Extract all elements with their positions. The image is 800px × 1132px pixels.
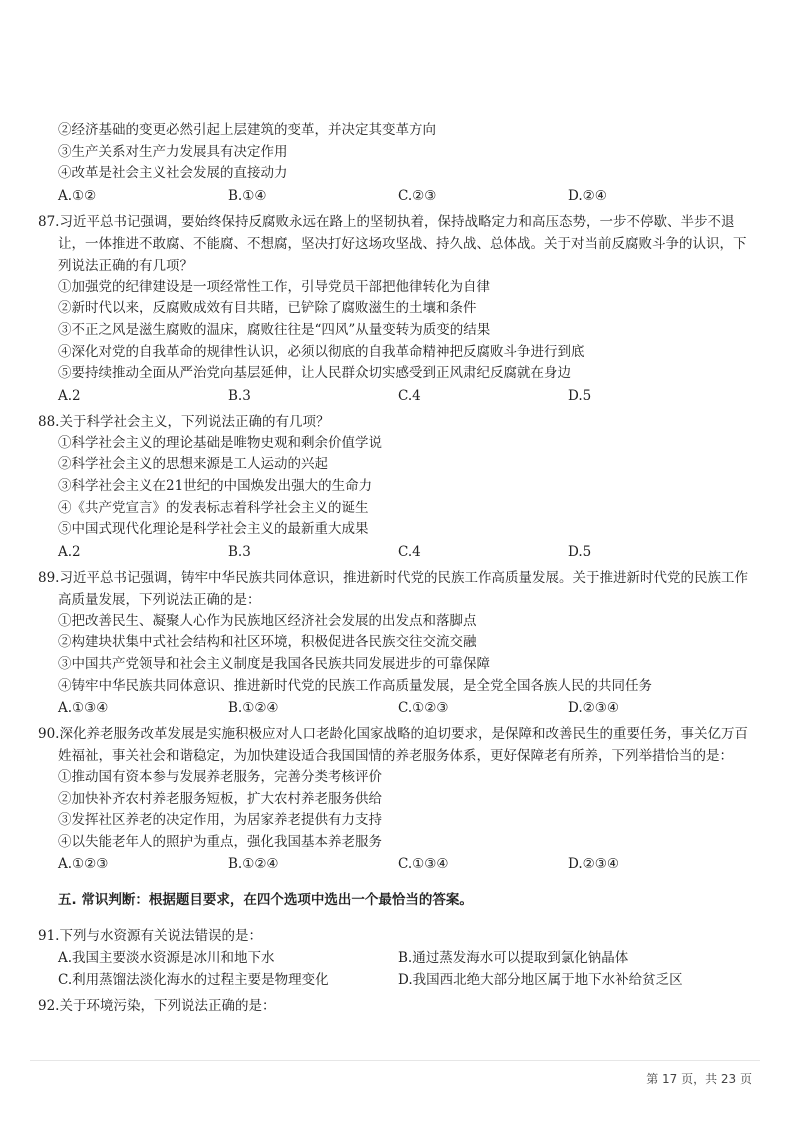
choice-d: D.②③④	[568, 856, 619, 873]
choice-a: A.①③④	[58, 700, 109, 717]
choice-b: B.3	[228, 387, 251, 404]
question-item: ②构建块状集中式社会结构和社区环境，积极促进各民族交往交流交融	[58, 634, 477, 651]
question-87	[38, 211, 758, 407]
question-item: ①把改善民生、凝聚人心作为民族地区经济社会发展的出发点和落脚点	[58, 612, 477, 629]
question-item: ③中国共产党领导和社会主义制度是我国各民族共同发展进步的可靠保障	[58, 655, 490, 672]
choice-row	[38, 969, 758, 991]
question-stem: 91.下列与水资源有关说法错误的是：	[38, 928, 262, 945]
lead-item: ③生产关系对生产力发展具有决定作用	[58, 143, 288, 160]
choice-d: D.我国西北绝大部分地区属于地下水补给贫乏区	[398, 972, 683, 989]
question-91	[38, 925, 758, 991]
choice-c: C.①③④	[398, 856, 449, 873]
lead-choices	[38, 185, 758, 207]
page-number: 第 17 页，共 23 页	[646, 1072, 752, 1086]
question-item: ①推动国有资本参与发展养老服务，完善分类考核评价	[58, 769, 382, 786]
choice-a: A.我国主要淡水资源是冰川和地下水	[58, 950, 275, 967]
choice-a: A.①②	[58, 187, 97, 204]
choice-d: D.5	[568, 543, 592, 560]
question-stem: 92.关于环境污染，下列说法正确的是：	[38, 998, 276, 1015]
lead-block	[38, 120, 758, 207]
choice-b: B.通过蒸发海水可以提取到氯化钠晶体	[398, 950, 629, 967]
choice-d: D.②④	[568, 187, 607, 204]
question-item: ②科学社会主义的思想来源是工人运动的兴起	[58, 456, 328, 473]
page-content	[38, 120, 758, 1017]
question-item: ①加强党的纪律建设是一项经常性工作，引导党员干部把他律转化为自律	[58, 278, 490, 295]
question-stem: 90.深化养老服务改革发展是实施积极应对人口老龄化国家战略的迫切要求，是保障和改善民生的重要任务，事关亿万百姓福祉，事关社会和谐稳定，为加快建设适合我国国情的养老服务体系，更好保障老有所养，下列举措恰当的是：	[38, 726, 748, 765]
question-choices	[38, 853, 758, 875]
question-item: ⑤中国式现代化理论是科学社会主义的最新重大成果	[58, 521, 369, 538]
choice-a: A.2	[58, 543, 81, 560]
choice-a: A.2	[58, 387, 81, 404]
question-item: ①科学社会主义的理论基础是唯物史观和剩余价值学说	[58, 434, 382, 451]
question-item: ②加快补齐农村养老服务短板，扩大农村养老服务供给	[58, 790, 382, 807]
question-item: ③发挥社区养老的决定作用，为居家养老提供有力支持	[58, 812, 382, 829]
question-item: ④《共产党宣言》的发表标志着科学社会主义的诞生	[58, 499, 369, 516]
choice-c: C.4	[398, 543, 421, 560]
choice-c: C.②③	[398, 187, 437, 204]
choice-b: B.①②④	[228, 856, 279, 873]
question-89	[38, 567, 758, 719]
lead-item: ②经济基础的变更必然引起上层建筑的变革，并决定其变革方向	[58, 122, 436, 138]
question-92	[38, 995, 758, 1017]
question-stem: 87.习近平总书记强调，要始终保持反腐败永远在路上的坚韧执着，保持战略定力和高压态势，一步不停歇、半步不退让，一体推进不敢腐、不能腐、不想腐，坚决打好这场攻坚战、持久战、总体战。关于对当前反腐败斗争的认识，下列说法正确的有几项？	[38, 213, 747, 274]
choice-d: D.②③④	[568, 700, 619, 717]
choice-b: B.①②④	[228, 700, 279, 717]
choice-c: C.4	[398, 387, 421, 404]
choice-c: C.①②③	[398, 700, 449, 717]
question-item: ④铸牢中华民族共同体意识、推进新时代党的民族工作高质量发展，是全党全国各族人民的共同任务	[58, 677, 652, 694]
choice-a: A.①②③	[58, 856, 109, 873]
question-item: ③不正之风是滋生腐败的温床，腐败往往是“四风”从量变转为质变的结果	[58, 321, 491, 338]
question-stem: 88.关于科学社会主义，下列说法正确的有几项？	[38, 413, 330, 430]
question-choices	[38, 541, 758, 563]
question-item: ④以失能老年人的照护为重点，强化我国基本养老服务	[58, 833, 382, 850]
question-88	[38, 411, 758, 563]
question-90	[38, 723, 758, 875]
choice-d: D.5	[568, 387, 592, 404]
question-item: ④深化对党的自我革命的规律性认识，必须以彻底的自我革命精神把反腐败斗争进行到底	[58, 343, 585, 360]
question-choices	[38, 385, 758, 407]
question-choices	[38, 697, 758, 719]
footer-divider	[30, 1060, 760, 1061]
question-item: ②新时代以来，反腐败成效有目共睹，已铲除了腐败滋生的土壤和条件	[58, 300, 477, 317]
choice-c: C.利用蒸馏法淡化海水的过程主要是物理变化	[58, 972, 329, 989]
section-heading: 五. 常识判断：根据题目要求，在四个选项中选出一个最恰当的答案。	[58, 892, 473, 909]
choice-row	[38, 947, 758, 969]
question-item: ⑤要持续推动全面从严治党向基层延伸，让人民群众切实感受到正风肃纪反腐就在身边	[58, 365, 571, 382]
choice-b: B.①④	[228, 187, 267, 204]
lead-item: ④改革是社会主义社会发展的直接动力	[58, 165, 288, 182]
question-item: ③科学社会主义在21世纪的中国焕发出强大的生命力	[58, 477, 373, 494]
question-stem: 89.习近平总书记强调，铸牢中华民族共同体意识，推进新时代党的民族工作高质量发展。关于推进新时代党的民族工作高质量发展，下列说法正确的是：	[38, 569, 748, 608]
choice-b: B.3	[228, 543, 251, 560]
